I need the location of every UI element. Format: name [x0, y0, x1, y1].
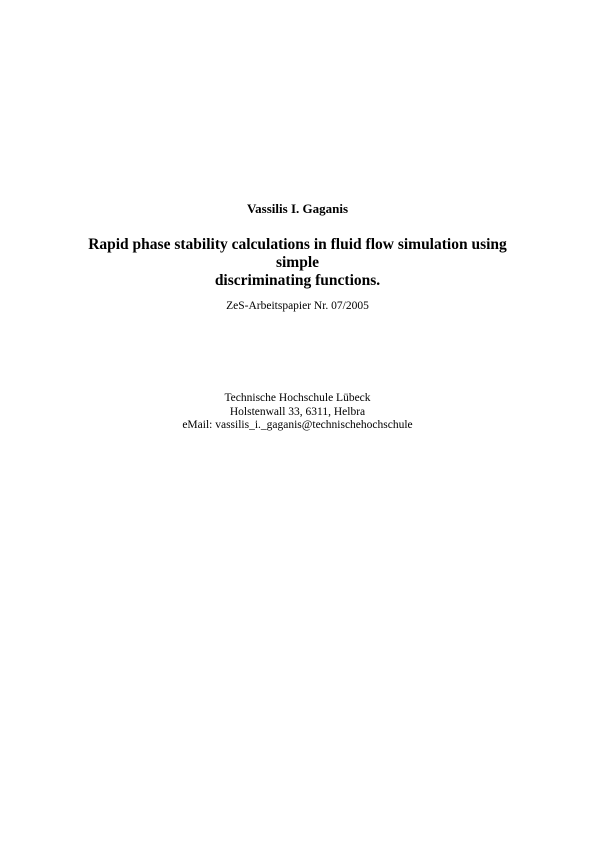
- paper-title: [70, 236, 525, 290]
- author-name: Vassilis I. Gaganis: [246, 201, 349, 216]
- street-address: Holstenwall 33, 6311, Helbra: [229, 405, 366, 418]
- email-address: eMail: vassilis_i._gaganis@technischehochschule: [182, 419, 413, 431]
- paper-title-line-2: discriminating functions.: [214, 272, 381, 289]
- institution-name: Technische Hochschule Lübeck: [224, 392, 371, 404]
- paper-title-line-1: Rapid phase stability calculations in fluid flow simulation using simple: [88, 236, 507, 271]
- address-block: [0, 392, 595, 433]
- working-paper-number: ZeS-Arbeitspapier Nr. 07/2005: [226, 300, 369, 312]
